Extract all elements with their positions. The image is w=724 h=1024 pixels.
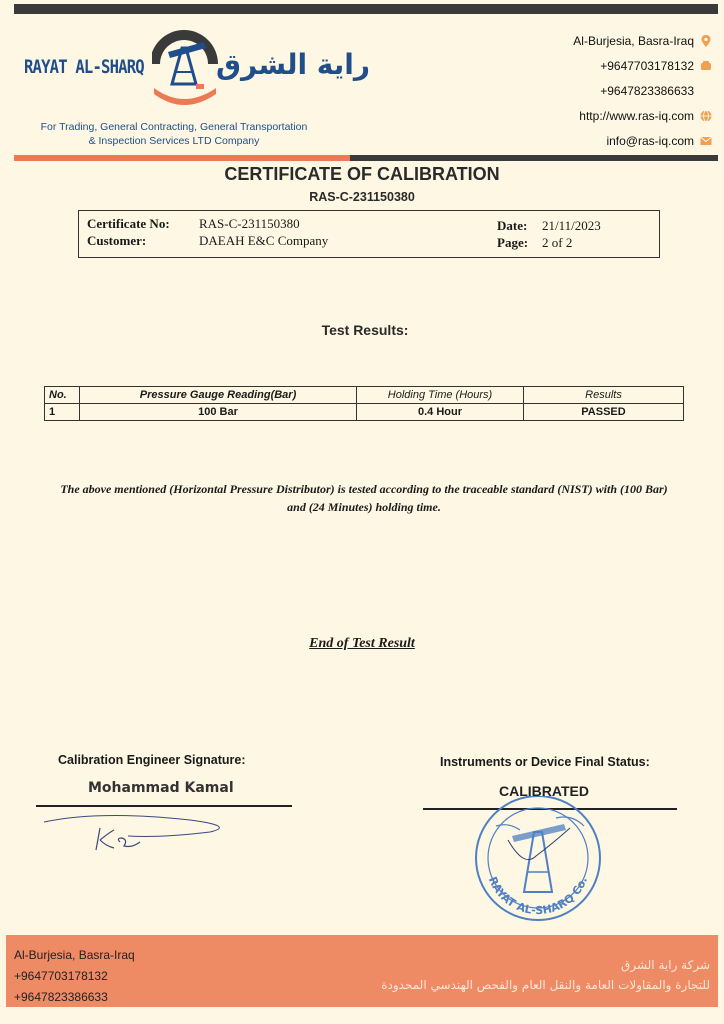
stamp-text: RAYAT AL-SHARQ Co. (485, 874, 591, 918)
phone-2-text: +9647823386633 (600, 83, 694, 98)
location-pin-icon (700, 35, 712, 47)
cert-no-value: RAS-C-231150380 (199, 216, 300, 231)
contact-block (573, 28, 712, 153)
page-value: 2 of 2 (542, 235, 573, 250)
tagline-line-2: & Inspection Services LTD Company (88, 135, 260, 147)
engineer-name: Mohammad Kamal (88, 780, 234, 796)
phone-1-text: +9647703178132 (600, 58, 694, 73)
footer-ar-line-2: للتجارة والمقاولات العامة والنقل العام والفحص الهندسي المحدودة (381, 978, 710, 992)
spacer (700, 85, 712, 97)
customer-label: Customer: (87, 233, 147, 248)
final-status-value: CALIBRATED (499, 783, 589, 799)
contact-website[interactable] (573, 103, 712, 128)
final-status-label: Instruments or Device Final Status: (440, 755, 650, 769)
column-header-pressure: Pressure Gauge Reading(Bar) (80, 387, 357, 404)
certificate-title: CERTIFICATE OF CALIBRATION (224, 164, 500, 184)
contact-phone-2[interactable] (573, 78, 712, 103)
statement-line-2: and (24 Minutes) holding time. (287, 500, 441, 514)
contact-phone-1[interactable] (573, 53, 712, 78)
certificate-number-heading: RAS-C-231150380 (309, 190, 415, 204)
column-header-holding-time: Holding Time (Hours) (357, 387, 524, 404)
statement-line-1: The above mentioned (Horizontal Pressure Distributor) is tested according to the traceable standard (NIST) with (100 Bar) (60, 482, 668, 496)
footer-arabic-name (381, 955, 710, 995)
footer-phone-1[interactable]: +9647703178132 (14, 969, 108, 983)
footer-contact (14, 945, 135, 1008)
results-table (44, 386, 684, 421)
test-results-heading: Test Results: (321, 322, 409, 338)
handwritten-signature (40, 806, 240, 856)
footer-ar-line-1: شركة راية الشرق (621, 958, 710, 972)
address-text: Al-Burjesia, Basra-Iraq (573, 33, 694, 48)
certificate-info-box (78, 210, 660, 258)
contact-address (573, 28, 712, 53)
website-text[interactable]: http://www.ras-iq.com (579, 108, 694, 123)
header-band-orange (14, 155, 350, 161)
table-row (45, 404, 684, 421)
footer-phone-2[interactable]: +9647823386633 (14, 990, 108, 1004)
cert-no-label: Certificate No: (87, 216, 170, 231)
table-header-row (45, 387, 684, 404)
test-statement (22, 480, 706, 516)
svg-text:RAYAT AL-SHARQ Co. (486, 875, 590, 917)
phone-icon (700, 60, 712, 72)
company-stamp-icon (468, 796, 608, 922)
header-band-dark (350, 155, 718, 161)
email-text[interactable]: info@ras-iq.com (606, 133, 694, 148)
brand-name-en: RAYAT AL-SHARQ (24, 56, 144, 78)
date-value: 21/11/2023 (542, 218, 601, 233)
date-label: Date: (497, 218, 528, 233)
page-label: Page: (497, 235, 529, 250)
envelope-icon (700, 135, 712, 147)
cell-pressure: 100 Bar (80, 404, 357, 421)
footer-band (6, 935, 718, 1007)
contact-email[interactable] (573, 128, 712, 153)
cell-no: 1 (45, 404, 80, 421)
globe-icon (700, 110, 712, 122)
tagline-line-1: For Trading, General Contracting, General Transportation (40, 121, 308, 133)
company-logo-icon (152, 18, 224, 114)
customer-value: DAEAH E&C Company (199, 233, 329, 248)
brand-name-ar: راية الشرق (216, 48, 371, 81)
company-tagline (24, 120, 324, 148)
cell-result: PASSED (524, 404, 684, 421)
cell-holding-time: 0.4 Hour (357, 404, 524, 421)
column-header-no: No. (45, 387, 80, 404)
top-bar (14, 4, 718, 14)
end-of-test-result: End of Test Result (309, 636, 415, 651)
footer-address: Al-Burjesia, Basra-Iraq (14, 948, 135, 962)
signature-label: Calibration Engineer Signature: (58, 753, 246, 767)
column-header-results: Results (524, 387, 684, 404)
